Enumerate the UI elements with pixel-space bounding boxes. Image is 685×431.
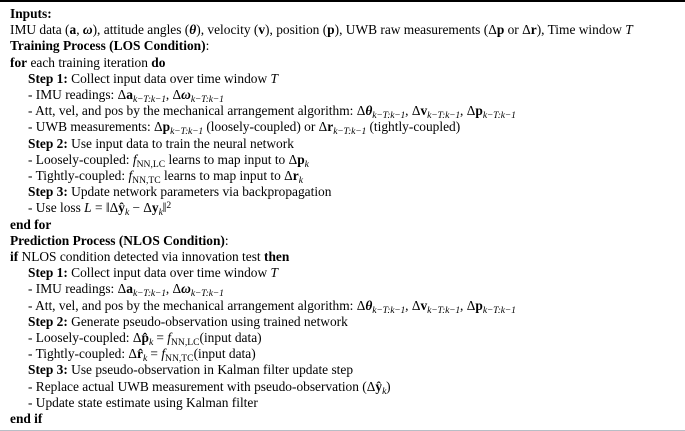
algorithm-line-26 — [10, 411, 679, 427]
text-segment: y — [151, 200, 159, 216]
text-segment: a — [126, 87, 133, 103]
algorithm-line-18 — [10, 281, 679, 300]
text-segment: , Δ — [460, 103, 476, 119]
text-segment: - Loosely-coupled: Δ — [28, 330, 142, 346]
text-segment: = ‖Δ — [91, 200, 119, 216]
text-segment: Collect input data over time window — [67, 70, 271, 86]
text-segment: Use input data to train the neural network — [67, 135, 294, 151]
text-segment: k−T:k−1 — [482, 304, 516, 316]
text-segment: or Δ — [504, 22, 531, 38]
text-segment: k−T:k−1 — [132, 94, 166, 106]
text-segment: Use pseudo-observation in Kalman filter update step — [67, 362, 354, 378]
text-segment: θ — [365, 103, 373, 119]
text-segment: ω — [82, 22, 93, 38]
text-segment: , Δ — [165, 281, 182, 297]
text-segment: L — [84, 200, 92, 216]
text-segment: k−T:k−1 — [190, 94, 224, 106]
text-segment: end for — [10, 216, 52, 232]
text-segment: − Δ — [129, 200, 152, 216]
text-segment: - Loosely-coupled: — [28, 151, 133, 167]
text-segment: Step 3: — [28, 362, 68, 378]
text-segment: , — [76, 22, 83, 38]
text-segment: learns to map input to Δ — [165, 151, 298, 167]
text-segment: learns to map input to Δ — [160, 168, 293, 184]
algorithm-line-15 — [10, 233, 679, 249]
text-segment: 2 — [166, 200, 172, 212]
text-segment: r — [530, 22, 537, 38]
text-segment: NN,LC — [136, 158, 166, 170]
algorithm-line-7 — [10, 103, 679, 122]
text-segment: f — [161, 346, 166, 362]
algorithm-line-8 — [10, 119, 679, 138]
text-segment: Step 3: — [28, 184, 68, 200]
algorithm-line-14 — [10, 217, 679, 233]
text-segment: ), velocity ( — [196, 22, 259, 38]
text-segment: k — [158, 207, 163, 219]
text-segment: : — [224, 232, 229, 248]
text-segment: = — [153, 330, 168, 346]
text-segment: f — [167, 330, 171, 346]
text-segment: p — [496, 22, 505, 38]
text-segment: a — [69, 22, 77, 38]
text-segment: T — [270, 265, 278, 281]
text-segment: p — [475, 103, 483, 119]
text-segment: v — [420, 297, 428, 313]
text-segment: end if — [10, 411, 43, 427]
text-segment: ), UWB raw measurements (Δ — [334, 22, 497, 38]
text-segment: k — [298, 175, 303, 187]
algorithm-line-23 — [10, 362, 679, 378]
algorithm-line-9 — [10, 136, 679, 152]
text-segment: each training iteration — [27, 54, 152, 70]
text-segment: = — [147, 346, 162, 362]
text-segment: (input data) — [199, 330, 262, 346]
text-segment: then — [264, 249, 290, 265]
algorithm-line-17 — [10, 265, 679, 281]
text-segment: (input data) — [193, 346, 256, 362]
text-segment: Step 1: — [28, 265, 68, 281]
text-segment: , Δ — [405, 297, 421, 313]
text-segment: Step 2: — [28, 313, 68, 329]
text-segment: Step 2: — [28, 135, 68, 151]
text-segment: k−T:k−1 — [427, 304, 461, 316]
text-segment: - Tightly-coupled: — [28, 168, 129, 184]
text-segment: ŷ — [118, 200, 125, 216]
text-segment: p — [475, 297, 483, 313]
text-segment: ), position ( — [265, 22, 328, 38]
text-segment: (tightly-coupled) — [366, 119, 461, 135]
text-segment: ) — [386, 378, 391, 394]
algorithm-line-22 — [10, 346, 679, 365]
text-segment: k−T:k−1 — [427, 110, 461, 122]
text-segment: Generate pseudo-observation using trained network — [67, 313, 348, 329]
text-segment: p̂ — [141, 330, 149, 346]
algorithm-line-12 — [10, 184, 679, 200]
text-segment: ‖ — [162, 200, 167, 216]
algorithm-line-19 — [10, 298, 679, 314]
text-segment: Training Process (LOS Condition) — [10, 38, 206, 54]
text-segment: k — [148, 337, 153, 349]
text-segment: r̂ — [137, 346, 143, 362]
text-segment: : — [205, 38, 210, 54]
text-segment: ŷ — [375, 378, 383, 394]
text-segment: - Update state estimate using Kalman filter — [28, 394, 258, 410]
text-segment: k−T:k−1 — [333, 126, 367, 138]
text-segment: for — [10, 54, 28, 70]
algorithm-line-25 — [10, 395, 679, 411]
algorithm-line-10 — [10, 152, 679, 168]
text-segment: - Att, vel, and pos by the mechanical arrangement algorithm: Δ — [28, 103, 366, 119]
text-segment: T — [625, 22, 633, 38]
text-segment: k−T:k−1 — [190, 288, 224, 300]
text-segment: k — [304, 158, 309, 170]
algorithm-line-4 — [10, 55, 679, 71]
text-segment: k — [143, 353, 148, 365]
algorithm-line-3 — [10, 38, 679, 54]
text-segment: f — [132, 151, 137, 167]
text-segment: Collect input data over time window — [67, 265, 271, 281]
text-segment: NN,TC — [132, 175, 161, 187]
text-segment: f — [128, 168, 133, 184]
text-segment: r — [292, 168, 299, 184]
text-segment: - Use loss — [28, 200, 85, 216]
text-segment: - UWB measurements: Δ — [28, 119, 163, 135]
text-segment: k−T:k−1 — [372, 304, 406, 316]
text-segment: r — [327, 119, 334, 135]
text-segment: NN,TC — [165, 353, 194, 365]
text-segment: v — [420, 103, 428, 119]
text-segment: v — [258, 22, 266, 38]
text-segment: Update network parameters via backpropagation — [67, 184, 332, 200]
text-segment: Inputs: — [10, 6, 52, 21]
algorithm-line-6 — [10, 87, 679, 106]
text-segment: - Att, vel, and pos by the mechanical arrangement algorithm: Δ — [28, 297, 366, 313]
text-segment: , Δ — [165, 87, 182, 103]
text-segment: θ — [189, 22, 197, 38]
text-segment: p — [162, 119, 171, 135]
algorithm-line-5 — [10, 71, 679, 87]
text-segment: Step 1: — [28, 70, 68, 86]
text-segment: a — [126, 281, 133, 297]
algorithm-line-24 — [10, 379, 679, 395]
text-segment: p — [327, 22, 335, 38]
text-segment: - Replace actual UWB measurement with pseudo-observation (Δ — [28, 378, 376, 394]
text-segment: ), attitude angles ( — [92, 22, 190, 38]
text-segment: NN,LC — [170, 337, 200, 349]
text-segment: (loosely-coupled) or Δ — [203, 119, 328, 135]
text-segment: do — [151, 54, 166, 70]
text-segment: , Δ — [405, 103, 421, 119]
text-segment: ω — [181, 281, 191, 297]
text-segment: ω — [181, 87, 191, 103]
text-segment: NLOS condition detected via innovation test — [18, 249, 265, 265]
text-segment: Prediction Process (NLOS Condition) — [10, 232, 225, 248]
text-segment: ), Time window — [536, 22, 626, 38]
algorithm-line-16 — [10, 249, 679, 265]
text-segment: k — [382, 385, 387, 397]
text-segment: - IMU readings: Δ — [28, 87, 127, 103]
text-segment: k−T:k−1 — [482, 110, 516, 122]
text-segment: k−T:k−1 — [170, 126, 203, 138]
algorithm-line-11 — [10, 168, 679, 187]
text-segment: , Δ — [460, 297, 476, 313]
text-segment: if — [10, 249, 19, 265]
text-segment: - Tightly-coupled: Δ — [28, 346, 138, 362]
text-segment: p — [297, 151, 305, 167]
algorithm-line-2 — [10, 22, 679, 38]
text-segment: k−T:k−1 — [132, 288, 166, 300]
text-segment: k−T:k−1 — [372, 110, 406, 122]
algorithm-line-21 — [10, 330, 679, 349]
text-segment: IMU data ( — [10, 22, 70, 38]
algorithm-line-1 — [10, 6, 679, 22]
algorithm-line-13 — [10, 200, 679, 219]
text-segment: θ — [365, 297, 373, 313]
algorithm-line-20 — [10, 314, 679, 330]
text-segment: - IMU readings: Δ — [28, 281, 127, 297]
text-segment: k — [124, 207, 130, 219]
text-segment: T — [270, 70, 278, 86]
